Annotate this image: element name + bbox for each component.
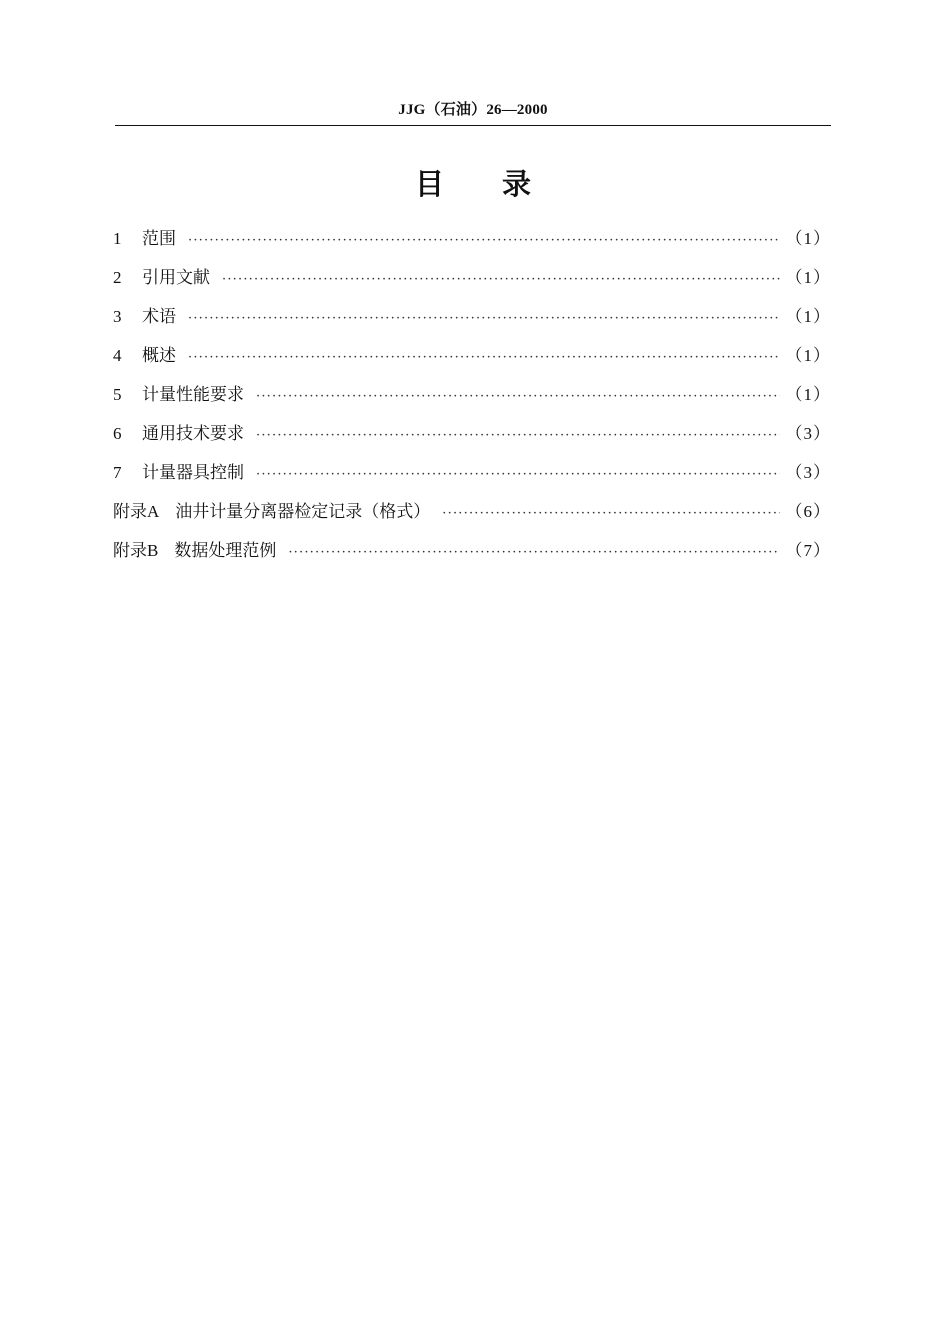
toc-entry-label: 油井计量分离器检定记录（格式） bbox=[175, 502, 431, 522]
toc-entry-page: （1） bbox=[785, 385, 831, 404]
toc-entry-number: 3 bbox=[113, 307, 122, 326]
toc-entry-page: （3） bbox=[785, 424, 831, 443]
toc-entry-5[interactable] bbox=[113, 380, 831, 419]
toc-leader-dots bbox=[256, 389, 780, 404]
standard-code-header: JJG（石油）26—2000 bbox=[398, 102, 548, 118]
toc-entry-number: 5 bbox=[113, 385, 122, 404]
toc-entry-number: 附录A bbox=[113, 502, 160, 521]
toc-entry-2[interactable] bbox=[113, 263, 831, 302]
table-of-contents bbox=[113, 224, 831, 575]
toc-entry-number: 附录B bbox=[113, 541, 159, 560]
toc-entry-number: 4 bbox=[113, 346, 122, 365]
toc-entry-7[interactable] bbox=[113, 458, 831, 497]
toc-entry-page: （1） bbox=[785, 346, 831, 365]
toc-entry-label: 概述 bbox=[142, 346, 176, 366]
toc-entry-appendix-a[interactable] bbox=[113, 497, 831, 536]
toc-leader-dots bbox=[188, 311, 780, 326]
toc-entry-6[interactable] bbox=[113, 419, 831, 458]
toc-leader-dots bbox=[256, 467, 780, 482]
toc-entry-label: 通用技术要求 bbox=[142, 424, 244, 444]
toc-entry-page: （1） bbox=[785, 268, 831, 287]
toc-leader-dots bbox=[256, 428, 780, 443]
toc-entry-label: 计量性能要求 bbox=[142, 385, 244, 405]
toc-entry-3[interactable] bbox=[113, 302, 831, 341]
toc-entry-appendix-b[interactable] bbox=[113, 536, 831, 575]
toc-entry-number: 2 bbox=[113, 268, 122, 287]
toc-entry-page: （7） bbox=[785, 541, 831, 560]
toc-entry-number: 7 bbox=[113, 463, 122, 482]
toc-leader-dots bbox=[188, 350, 780, 365]
toc-leader-dots bbox=[188, 233, 780, 248]
toc-entry-number: 1 bbox=[113, 229, 122, 248]
toc-entry-number: 6 bbox=[113, 424, 122, 443]
toc-entry-label: 范围 bbox=[142, 229, 176, 249]
toc-entry-label: 术语 bbox=[142, 307, 176, 327]
toc-leader-dots bbox=[442, 506, 779, 521]
toc-entry-label: 计量器具控制 bbox=[142, 463, 244, 483]
toc-entry-page: （1） bbox=[785, 229, 831, 248]
toc-entry-1[interactable] bbox=[113, 224, 831, 263]
page-title: 目录 bbox=[414, 167, 589, 201]
toc-entry-page: （3） bbox=[785, 463, 831, 482]
toc-leader-dots bbox=[222, 272, 780, 287]
toc-entry-label: 数据处理范例 bbox=[174, 541, 277, 561]
header-rule bbox=[115, 125, 831, 126]
toc-entry-4[interactable] bbox=[113, 341, 831, 380]
toc-entry-page: （1） bbox=[785, 307, 831, 326]
toc-entry-label: 引用文献 bbox=[142, 268, 210, 288]
toc-entry-page: （6） bbox=[785, 502, 831, 521]
toc-leader-dots bbox=[288, 545, 779, 560]
